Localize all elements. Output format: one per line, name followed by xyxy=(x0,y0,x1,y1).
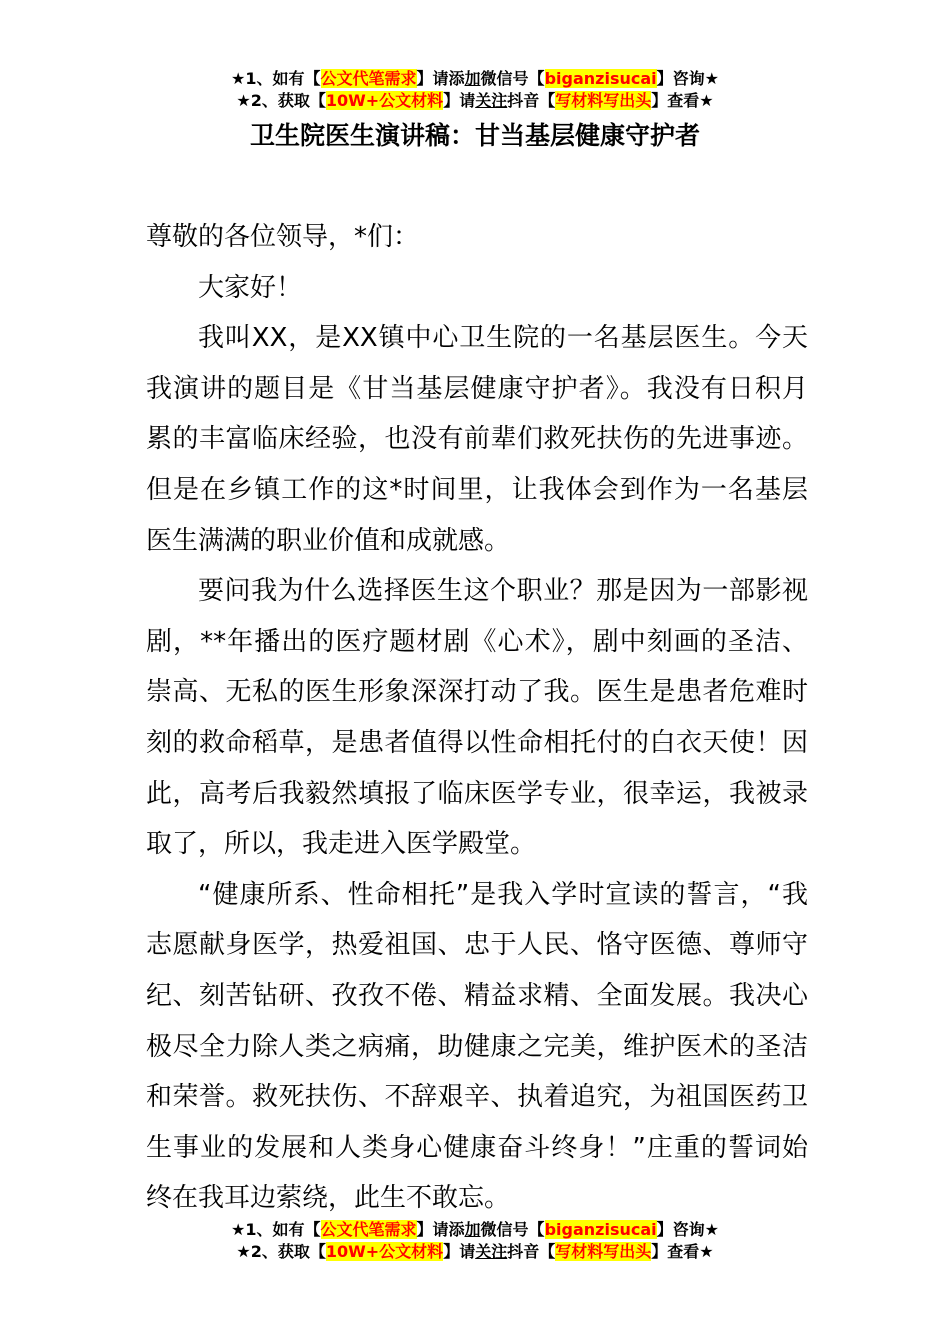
banner-highlight: 10W+公文材料 xyxy=(325,91,444,110)
banner-highlight: 写材料写出头 xyxy=(555,91,652,110)
banner-text: 微信号【 xyxy=(480,69,545,88)
salutation: 尊敬的各位领导，*们： xyxy=(146,222,420,252)
document-body xyxy=(146,212,808,1224)
footer-banner xyxy=(0,1219,950,1263)
banner-text: 抖音【 xyxy=(507,1242,556,1261)
banner-text: 微信号【 xyxy=(480,1220,545,1239)
banner-text: ★1、如有【 xyxy=(231,1220,321,1239)
header-banner xyxy=(0,68,950,112)
banner-text: 】请 xyxy=(443,91,476,110)
banner-highlight: 10W+公文材料 xyxy=(325,1242,444,1261)
banner-highlight: 公文代笔需求 xyxy=(320,1220,417,1239)
banner-text: 】请添 xyxy=(416,69,465,88)
banner-text: 】咨询★ xyxy=(656,1220,719,1239)
footer-banner-line-1 xyxy=(0,1219,950,1241)
header-banner-line-1 xyxy=(0,68,950,90)
banner-text: ★2、获取【 xyxy=(236,1242,326,1261)
banner-highlight: 公文代笔需求 xyxy=(320,69,417,88)
banner-text: ★1、如有【 xyxy=(231,69,321,88)
banner-highlight: 写材料写出头 xyxy=(555,1242,652,1261)
greeting: 大家好！ xyxy=(198,272,303,303)
banner-text: ★2、获取【 xyxy=(236,91,326,110)
footer-banner-line-2 xyxy=(0,1241,950,1263)
banner-text: 】咨询★ xyxy=(656,69,719,88)
body-paragraph-1: 我叫XX，是XX镇中心卫生院的一名基层医生。今天我演讲的题目是《甘当基层健康守护者》。我没有日积月累的丰富临床经验，也没有前辈们救死扶伤的先进事迹。但是在乡镇工作的这*时间里，让我体会到作为一名基层医生满满的职业价值和成就感。 xyxy=(146,323,808,556)
banner-text: 】请添 xyxy=(416,1220,465,1239)
document-title: 卫生院医生演讲稿：甘当基层健康守护者 xyxy=(249,121,700,150)
body-paragraph-2: 要问我为什么选择医生这个职业？那是因为一部影视剧，**年播出的医疗题材剧《心术》，剧中刻画的圣洁、崇高、无私的医生形象深深打动了我。医生是患者危难时刻的救命稻草，是患者值得以性命相托付的白衣天使！因此，高考后我毅然填报了临床医学专业，很幸运，我被录取了，所以，我走进入医学殿堂。 xyxy=(146,576,808,860)
banner-underline: 加 xyxy=(464,69,481,88)
banner-text: 抖音【 xyxy=(507,91,556,110)
banner-underline: 关注 xyxy=(475,1242,508,1261)
header-banner-line-2 xyxy=(0,90,950,112)
banner-highlight: biganzisucai xyxy=(544,1220,657,1239)
banner-text: 】查看★ xyxy=(651,91,714,110)
banner-text: 】请 xyxy=(443,1242,476,1261)
body-paragraph-3: “健康所系、性命相托”是我入学时宣读的誓言，“我志愿献身医学，热爱祖国、忠于人民、恪守医德、尊师守纪、刻苦钻研、孜孜不倦、精益求精、全面发展。我决心极尽全力除人类之病痛，助健康之完美，维护医术的圣洁和荣誉。救死扶伤、不辞艰辛、执着追究，为祖国医药卫生事业的发展和人类身心健康奋斗终身！”庄重的誓词始终在我耳边萦绕，此生不敢忘。 xyxy=(146,879,808,1214)
banner-highlight: biganzisucai xyxy=(544,69,657,88)
banner-underline: 关注 xyxy=(475,91,508,110)
banner-underline: 加 xyxy=(464,1220,481,1239)
banner-text: 】查看★ xyxy=(651,1242,714,1261)
